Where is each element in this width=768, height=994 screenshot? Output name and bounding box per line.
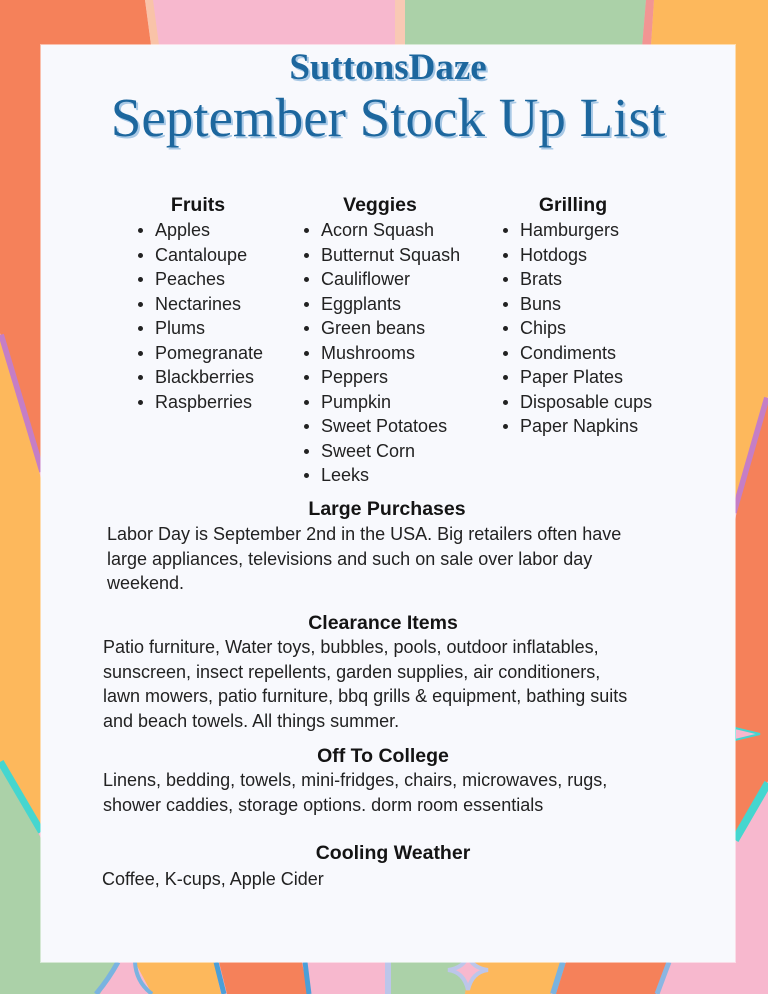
brand-name: SuttonsDaze [289,47,487,88]
off-to-college-text: Linens, bedding, towels, mini-fridges, chairs, microwaves, rugs, shower caddies, storage options. dorm room essentials [103,770,608,815]
list-item: Plums [138,316,263,341]
list-item: Hamburgers [503,218,652,243]
list-item: Cantaloupe [138,243,263,268]
large-purchases-text: Labor Day is September 2nd in the USA. Big retailers often have large appliances, televisions and such on sale over labor day weekend. [107,524,622,594]
list-item: Acorn Squash [304,218,460,243]
bullet-icon [503,400,508,405]
fruits-heading: Fruits [170,194,226,216]
off-to-college-heading: Off To College [317,745,449,767]
bullet-icon [503,326,508,331]
bullet-icon [503,253,508,258]
grilling-heading: Grilling [538,194,608,216]
bullet-icon [503,277,508,282]
veggies-list [304,218,460,488]
bullet-icon [503,424,508,429]
list-item: Paper Napkins [503,414,652,439]
bullet-icon [138,228,143,233]
bullet-icon [503,351,508,356]
list-item: Eggplants [304,292,460,317]
list-item: Hotdogs [503,243,652,268]
bullet-icon [304,302,309,307]
bullet-icon [304,326,309,331]
bullet-icon [138,253,143,258]
bullet-icon [138,351,143,356]
large-purchases-heading: Large Purchases [308,498,466,520]
list-item: Blackberries [138,365,263,390]
grilling-list [503,218,652,439]
bullet-icon [304,473,309,478]
bullet-icon [138,326,143,331]
list-item: Disposable cups [503,390,652,415]
stock-up-list-card [41,45,735,962]
bullet-icon [503,228,508,233]
bullet-icon [304,351,309,356]
bullet-icon [304,375,309,380]
list-item: Peaches [138,267,263,292]
cooling-weather-heading: Cooling Weather [315,842,471,864]
bullet-icon [138,277,143,282]
list-item: Chips [503,316,652,341]
bullet-icon [304,277,309,282]
list-item: Peppers [304,365,460,390]
bullet-icon [304,424,309,429]
list-item: Cauliflower [304,267,460,292]
bullet-icon [138,302,143,307]
list-item: Pomegranate [138,341,263,366]
list-item: Sweet Corn [304,439,460,464]
list-item: Green beans [304,316,460,341]
list-item: Brats [503,267,652,292]
bullet-icon [138,400,143,405]
cooling-weather-text: Coffee, K-cups, Apple Cider [102,869,324,889]
bullet-icon [304,253,309,258]
fruits-list [138,218,263,414]
list-item: Paper Plates [503,365,652,390]
bullet-icon [304,449,309,454]
list-item: Butternut Squash [304,243,460,268]
bullet-icon [304,228,309,233]
bullet-icon [503,375,508,380]
list-item: Raspberries [138,390,263,415]
list-item: Leeks [304,463,460,488]
list-item: Nectarines [138,292,263,317]
list-item: Pumpkin [304,390,460,415]
bullet-icon [304,400,309,405]
list-item: Condiments [503,341,652,366]
list-item: Buns [503,292,652,317]
page-title: September Stock Up List [110,87,666,148]
bullet-icon [503,302,508,307]
list-item: Mushrooms [304,341,460,366]
clearance-items-heading: Clearance Items [308,612,458,634]
list-item: Sweet Potatoes [304,414,460,439]
bullet-icon [138,375,143,380]
list-item: Apples [138,218,263,243]
veggies-heading: Veggies [343,194,417,216]
clearance-items-text: Patio furniture, Water toys, bubbles, pools, outdoor inflatables, sunscreen, insect repellents, garden supplies, air conditioners, lawn mowers, patio furniture, bbq grills & equipment, bathing suits and beach towels. All things summer. [103,637,628,732]
